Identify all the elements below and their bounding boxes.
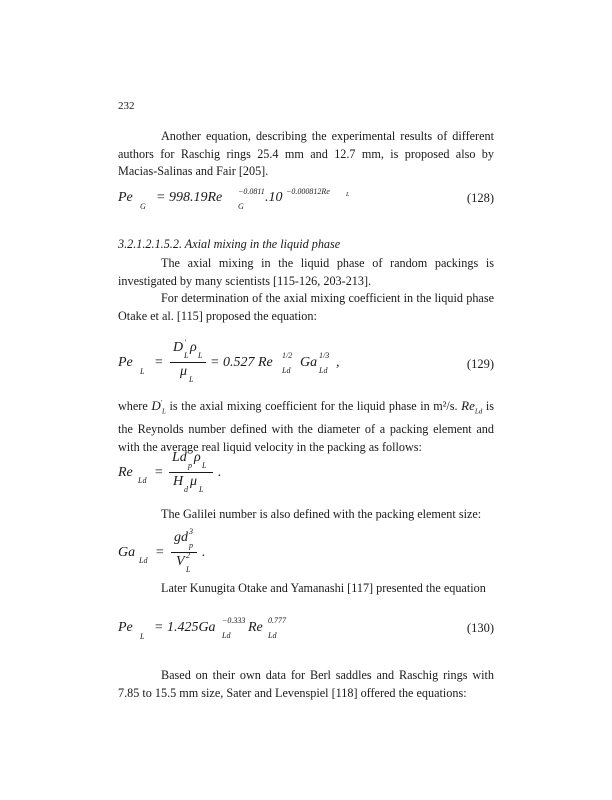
equation-re-def (118, 450, 494, 494)
inline-D-sub: L (162, 407, 166, 416)
eq129-ga-sub: Ld (319, 366, 328, 375)
section-heading: 3.2.1.2.1.5.2. Axial mixing in the liquid phase (118, 237, 341, 251)
eq128-re-sub: G (238, 202, 244, 211)
re-def-den-mu-sub: L (199, 485, 204, 494)
ga-def-lhs: Ga (118, 545, 136, 560)
ga-def-den-sub: L (186, 565, 191, 574)
paragraph-galilei: The Galilei number is also defined with the packing element size: (161, 507, 482, 521)
ga-def-num-sub: p (189, 541, 193, 550)
eq129-lhs: Pe (118, 355, 133, 370)
re-def-eq: = (154, 465, 164, 480)
paragraph-sater: Based on their own data for Berl saddles and Raschig rings with 7.85 to 15.5 mm size, Sater and Levenspiel [118] offered the equations: (118, 668, 494, 700)
eq129-lhs-sub: L (140, 367, 145, 376)
eq130-lhs: Pe (118, 620, 133, 635)
eq130-re-sub: Ld (268, 631, 277, 640)
eq128-mult: .10 (265, 190, 283, 205)
eq128-exp: −0.000812Re (286, 187, 330, 196)
eq130-rhs: = 1.425Ga (154, 620, 216, 635)
re-def-num-rho: ρ (194, 450, 201, 465)
eq129-re-sup: 1/2 (282, 351, 293, 360)
where-text: where (118, 399, 148, 414)
ga-def-den: V (176, 554, 185, 569)
eq129-num-D: D (173, 340, 184, 355)
equation-128 (118, 184, 494, 214)
eq128-exp-sub: L (346, 192, 350, 198)
ga-def-eq: = (155, 545, 165, 560)
eq128-lhs-sub: G (140, 202, 146, 211)
ga-def-dot: . (202, 545, 206, 560)
eq129-rhs: = 0.527 Re (210, 355, 273, 370)
ga-def-lhs-sub: Ld (139, 556, 148, 565)
re-def-den-H: H (173, 474, 184, 489)
page-number: 232 (118, 100, 135, 112)
eq129-ga-sup: 1/3 (319, 351, 330, 360)
re-def-den-mu: μ (190, 474, 198, 489)
ga-def-num-sup: 3 (189, 527, 193, 536)
paragraph-axial: The axial mixing in the liquid phase of random packings is investigated by many scientists [115-126, 203-213]. (118, 256, 494, 288)
eq130-ga-sub: Ld (222, 631, 231, 640)
eq128-number: (128) (466, 191, 494, 205)
paragraph-where (118, 395, 494, 456)
eq128-rhs: = 998.19Re (156, 190, 223, 205)
inline-Re-sub: Ld (474, 407, 483, 416)
eq129-comma: , (336, 355, 340, 370)
eq130-lhs-sub: L (140, 632, 145, 641)
eq129-num-D-sub: L (184, 351, 189, 360)
equation-ga-def (118, 527, 494, 574)
eq130-ga-sup: −0.333 (222, 616, 246, 625)
inline-D-symbol: D (151, 398, 161, 414)
eq129-den-mu: μ (180, 364, 188, 379)
eq129-re-sub: Ld (282, 366, 291, 375)
eq129-num-D-sup: ' (184, 338, 186, 347)
equation-129 (118, 340, 494, 384)
re-def-num: Ld (172, 450, 187, 465)
re-def-dot: . (218, 465, 222, 480)
re-def-lhs-sub: Ld (138, 476, 147, 485)
inline-Re-symbol: Re (461, 398, 475, 414)
eq129-eq: = (154, 355, 164, 370)
inline-D-sup: ' (160, 399, 163, 407)
eq129-fraction-bar (170, 362, 206, 363)
ga-def-fraction-bar (171, 552, 197, 553)
ga-def-den-sup: 2 (186, 551, 190, 560)
where-desc: is the axial mixing coefficient for the liquid phase in m²/s. (169, 399, 458, 414)
eq129-ga: Ga (300, 355, 318, 370)
re-def-num-rho-sub: L (202, 461, 207, 470)
paragraph-intro: Another equation, describing the experimental results of different authors for Raschig rings 25.4 mm and 12.7 mm, is proposed also by Macias-Salinas and Fair [205]. (118, 129, 494, 178)
eq129-num-rho: ρ (190, 340, 197, 355)
eq129-num-rho-sub: L (198, 351, 203, 360)
equation-130 (118, 614, 494, 644)
where-reynolds: is the Reynolds number defined with the diameter of a packing element and with the average real liquid velocity in the packing as follows: (118, 399, 495, 454)
eq129-number: (129) (466, 357, 494, 371)
re-def-den-H-sub: d (184, 485, 188, 494)
eq130-re: Re (248, 620, 263, 635)
ga-def-num: gd (174, 530, 188, 545)
re-def-fraction-bar (169, 472, 213, 473)
eq130-number: (130) (466, 621, 494, 635)
eq129-den-mu-sub: L (189, 375, 194, 384)
paragraph-kunugita: Later Kunugita Otake and Yamanashi [117] presented the equation (161, 581, 486, 595)
eq128-lhs: Pe (118, 190, 133, 205)
eq128-re-sup: −0.0811 (238, 187, 265, 196)
re-def-num-sub: p (188, 461, 192, 470)
eq130-re-sup: 0.777 (268, 616, 286, 625)
re-def-lhs: Re (118, 465, 133, 480)
paragraph-otake: For determination of the axial mixing coefficient in the liquid phase Otake et al. [115] proposed the equation: (118, 291, 494, 323)
